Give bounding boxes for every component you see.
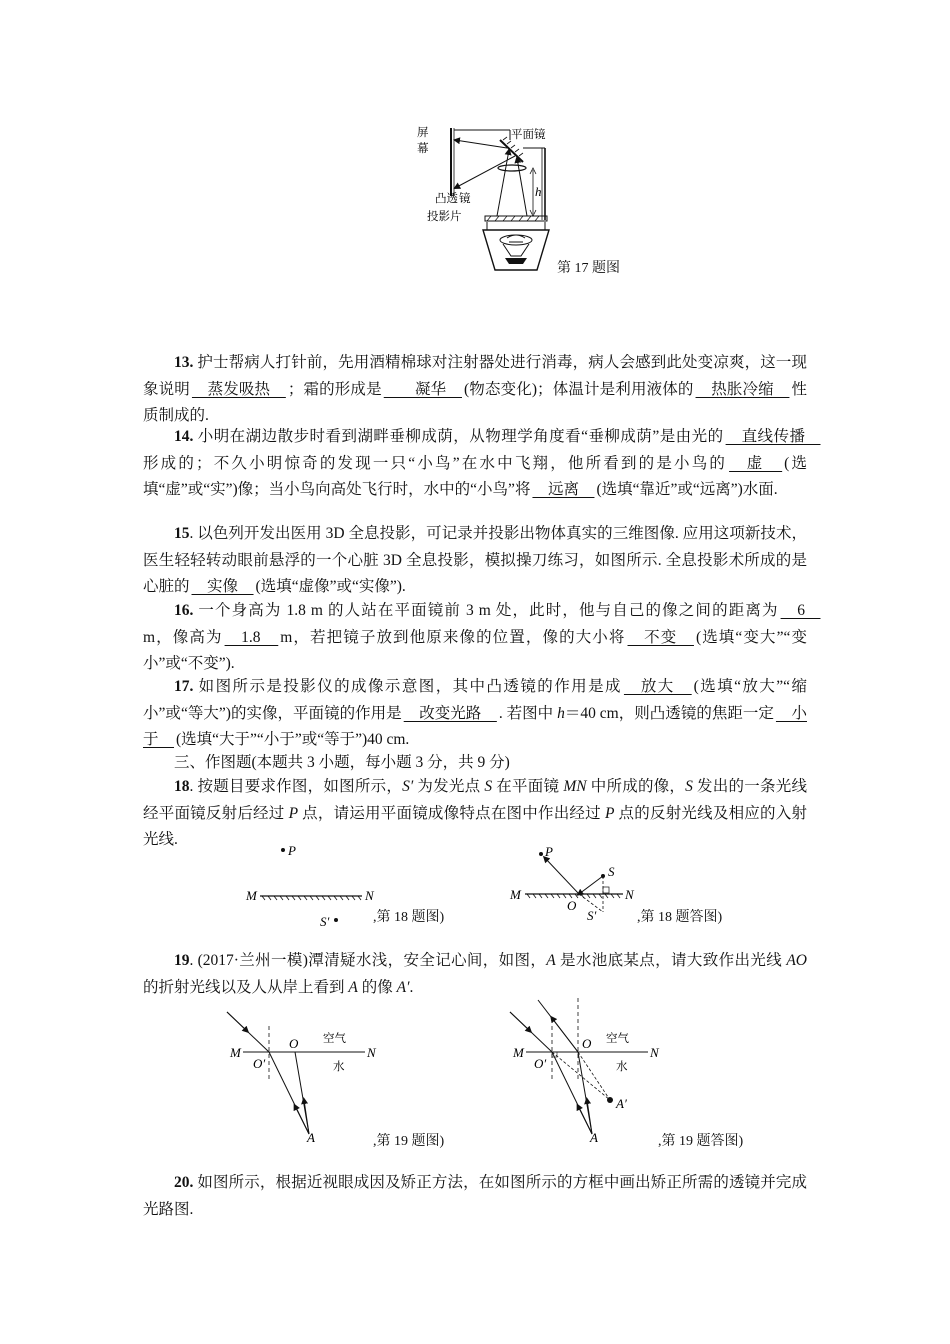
question-14: 14. 小明在湖边散步时看到湖畔垂柳成荫，从物理学角度看“垂柳成荫”是由光的 直线传播 形成的；不久小明惊奇的发现一只“小鸟”在水中飞翔，他所看到的是小鸟的 虚 (选填“虚”或“实”)像；当小鸟向高处飞行时，水中的“小鸟”将 远离 (选填“靠近”或“远离”)水面. [143, 428, 821, 498]
label-M: M [246, 888, 257, 903]
label-S-ans: S [608, 864, 615, 879]
label-air-19a: 空气 [606, 1031, 629, 1045]
label-O-prime-19a: O′ [534, 1056, 547, 1071]
fig18-caption: ,第 18 题图) [373, 910, 445, 925]
label-air-19: 空气 [323, 1031, 346, 1045]
label-O-ans: O [567, 898, 577, 913]
answer-13-1: 蒸发吸热 [191, 380, 286, 398]
label-water-19: 水 [333, 1059, 345, 1073]
label-P: P [288, 843, 296, 858]
answer-16-1: 6 [780, 602, 821, 619]
fig19-caption: ,第 19 题图) [373, 1134, 445, 1149]
label-slide: 投影片 [427, 209, 462, 223]
label-mirror: 平面镜 [511, 127, 546, 141]
question-13: 13. 护士帮病人打针前，先用酒精棉球对注射器处进行消毒，病人会感到此处变凉爽，这一现象说明 蒸发吸热 ；霜的形成是 凝华 (物态变化)；体温计是利用液体的 热胀冷缩 性质制成的. [143, 354, 807, 424]
label-S-prime: S′ [320, 914, 330, 929]
answer-16-2: 1.8 [224, 628, 279, 646]
label-O-19a: O [582, 1036, 592, 1051]
label-A-19a: A [590, 1130, 598, 1145]
label-A-prime-19a: A′ [616, 1096, 627, 1111]
question-18: 18. 按题目要求作图，如图所示，S′ 为发光点 S 在平面镜 MN 中所成的像，S 发出的一条光线经平面镜反射后经过 P 点，请运用平面镜成像特点在图中作出经过 P 点的反射光线及相应的入射光线. [143, 778, 807, 848]
label-P-ans: P [545, 844, 553, 859]
answer-14-3: 远离 [532, 481, 595, 498]
fig19-question-diagram [225, 1008, 395, 1148]
section-3-heading: 三、作图题(本题共 3 小题，每小题 3 分，共 9 分) [174, 754, 510, 771]
answer-17-3: 小于 [143, 704, 807, 748]
answer-13-3: 热胀冷缩 [695, 380, 790, 398]
fig19-answer-diagram [508, 996, 678, 1146]
answer-13-2: 凝华 [383, 380, 462, 398]
label-M-ans: M [510, 887, 521, 902]
answer-16-3: 不变 [627, 628, 694, 646]
answer-15-1: 实像 [191, 578, 254, 595]
label-lens-1: 凸透 [435, 191, 458, 205]
label-O-prime-19: O′ [253, 1056, 266, 1071]
label-O-19: O [289, 1036, 299, 1051]
answer-14-2: 虚 [729, 454, 783, 472]
label-M-19: M [230, 1045, 241, 1060]
label-h: h [535, 184, 542, 199]
label-water-19a: 水 [616, 1059, 628, 1073]
fig18-question-diagram [240, 838, 390, 928]
label-A-19: A [307, 1130, 315, 1145]
fig17-caption: 第 17 题图 [557, 261, 620, 276]
fig19-answer-caption: ,第 19 题答图) [658, 1134, 744, 1149]
label-N-19a: N [650, 1045, 659, 1060]
question-15: 15. 以色列开发出医用 3D 全息投影，可记录并投影出物体真实的三维图像. 应用这项新技术，医生轻轻转动眼前悬浮的一个心脏 3D 全息投影，模拟操刀练习，如图所示. 全息投影术所成的是心脏的 实像 (选填“虚像”或“实像”). [143, 525, 807, 595]
label-N-19: N [367, 1045, 376, 1060]
question-19: 19. (2017·兰州一模)潭清疑水浅，安全记心间，如图，A 是水池底某点，请大致作出光线 AO 的折射光线以及人从岸上看到 A 的像 A′. [143, 952, 807, 996]
question-16: 16. 一个身高为 1.8 m 的人站在平面镜前 3 m 处，此时，他与自己的像之间的距离为 6 m，像高为 1.8 m，若把镜子放到他原来像的位置，像的大小将 不变 (选填“变大”“变小”或“不变”). [143, 602, 821, 672]
label-screen-1: 屏 [417, 125, 429, 139]
question-17: 17. 如图所示是投影仪的成像示意图，其中凸透镜的作用是成 放大 (选填“放大”“缩小”或“等大”)的实像，平面镜的作用是 改变光路 . 若图中 h＝40 cm，则凸透镜的焦距一定 小于 (选填“大于”“小于”或“等于”)40 cm. [143, 678, 807, 748]
label-M-19a: M [513, 1045, 524, 1060]
label-screen-2: 幕 [417, 141, 429, 155]
label-N-ans: N [625, 887, 634, 902]
answer-17-2: 改变光路 [403, 704, 497, 722]
answer-14-1: 直线传播 [725, 428, 821, 445]
fig18-answer-diagram [505, 842, 655, 922]
label-lens-2: 镜 [459, 191, 471, 205]
fig18-answer-caption: ,第 18 题答图) [637, 910, 723, 925]
answer-17-1: 放大 [623, 678, 692, 695]
label-S-prime-ans: S′ [587, 908, 597, 923]
question-20: 20. 如图所示，根据近视眼成因及矫正方法，在如图所示的方框中画出矫正所需的透镜并完成光路图. [143, 1174, 807, 1218]
projector-diagram [415, 118, 565, 278]
label-N: N [365, 888, 374, 903]
